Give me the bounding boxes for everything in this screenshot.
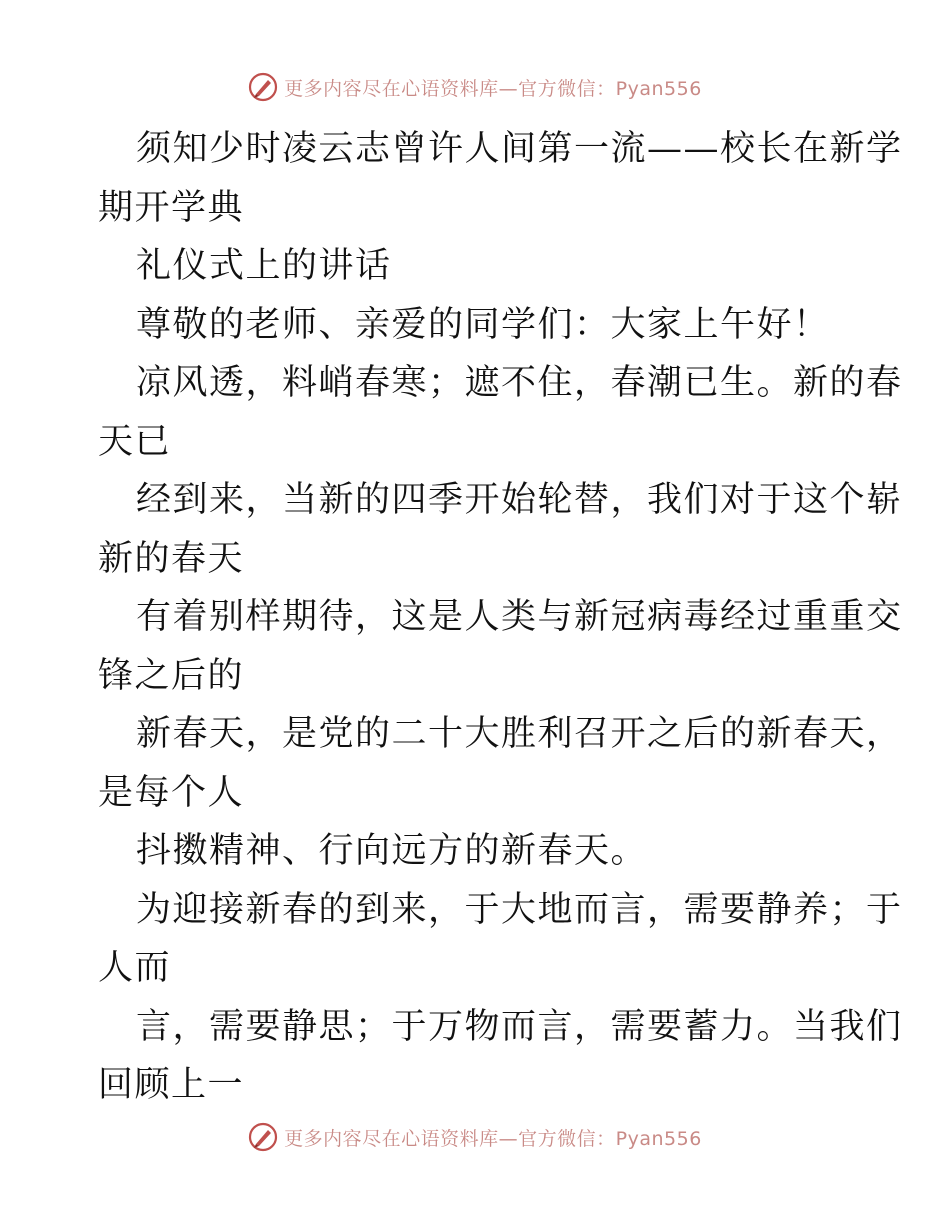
document-line: 言，需要静思；于万物而言，需要蓄力。当我们 <box>136 1006 903 1047</box>
document-line: 尊敬的老师、亲爱的同学们：大家上午好！ <box>136 304 830 345</box>
document-body <box>98 120 903 1115</box>
document-line: 锋之后的 <box>98 655 245 696</box>
document-line: 新春天，是党的二十大胜利召开之后的新春天， <box>136 714 903 754</box>
document-line: 期开学典 <box>98 187 245 228</box>
footer-banner <box>0 1122 950 1152</box>
document-line: 凉风透，料峭春寒；遮不住，春潮已生。新的春 <box>136 363 903 403</box>
header-banner <box>0 72 950 102</box>
document-line: 是每个人 <box>98 772 245 813</box>
document-line: 人而 <box>98 948 172 988</box>
document-line: 礼仪式上的讲话 <box>136 246 392 286</box>
document-line: 新的春天 <box>98 538 245 579</box>
pen-logo-icon <box>248 1122 278 1152</box>
document-line: 回顾上一 <box>98 1065 245 1105</box>
header-banner-text: 更多内容尽在心语资料库—官方微信：Pyan556 <box>284 77 702 100</box>
document-line: 经到来，当新的四季开始轮替，我们对于这个崭 <box>136 480 903 520</box>
document-line: 天已 <box>98 421 172 462</box>
document-line: 须知少时凌云志曾许人间第一流——校长在新学 <box>136 129 903 169</box>
document-line: 为迎接新春的到来，于大地而言，需要静养；于 <box>136 889 903 930</box>
document-line: 有着别样期待，这是人类与新冠病毒经过重重交 <box>136 597 903 637</box>
document-line: 抖擞精神、行向远方的新春天。 <box>136 831 648 871</box>
pen-logo-icon <box>248 72 278 102</box>
footer-banner-text: 更多内容尽在心语资料库—官方微信：Pyan556 <box>284 1127 702 1150</box>
